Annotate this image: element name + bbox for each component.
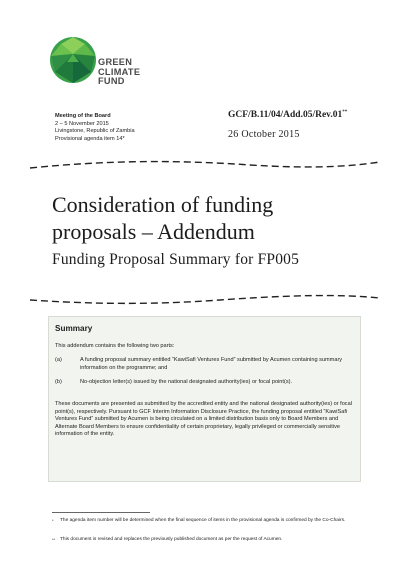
footnote <box>52 537 362 544</box>
logo-wordmark <box>98 58 140 87</box>
summary-item-label: (a) <box>55 357 62 363</box>
document-code <box>228 110 347 120</box>
wave-divider-top <box>30 158 380 172</box>
logo-line-3: FUND <box>98 76 125 87</box>
summary-body: These documents are presented as submitted by the accredited entity and the national designated authority(ies) or focal point(s), respectively. Pursuant to GCF Interim Information Disclosure Practice, the funding proposal entitled “KawiSafi Ventures Fund” submitted by Acumen is being circulated on a limited distribution basis only to Board Members and Alternate Board Members to ensure confidentiality of certain proprietary, legally privileged or commercially sensitive information of the entity. <box>55 401 352 438</box>
wave-divider-bottom <box>30 292 380 306</box>
document-code-text: GCF/B.11/04/Add.05/Rev.01 <box>228 110 343 121</box>
meeting-label: Meeting of the Board <box>55 113 111 119</box>
footnote-mark: ** <box>52 537 56 542</box>
gcf-logo-icon <box>49 36 97 84</box>
summary-intro: This addendum contains the following two parts: <box>55 343 175 349</box>
summary-item-text: No-objection letter(s) issued by the national designated authority(ies) or focal point(s). <box>80 379 293 385</box>
document-subtitle: Funding Proposal Summary for FP005 <box>52 251 300 268</box>
summary-box <box>48 316 361 482</box>
summary-item-text: A funding proposal summary entitled “KawiSafi Ventures Fund” submitted by Acumen containing summary information on the programme; and <box>80 357 343 371</box>
meeting-location: Livingstone, Republic of Zambia <box>55 128 135 135</box>
summary-heading: Summary <box>55 324 93 333</box>
footnote-text: The agenda item number will be determined when the final sequence of items in the provisional agenda is confirmed by the Co-Chairs. <box>60 518 346 523</box>
footnote-mark: * <box>52 518 54 523</box>
meeting-dates: 2 – 5 November 2015 <box>55 120 109 127</box>
document-code-mark: ** <box>342 110 348 115</box>
footnote-rule <box>52 512 150 513</box>
logo-line-2: CLIMATE <box>98 66 141 77</box>
agenda-item: Provisional agenda item 14* <box>55 135 125 142</box>
document-title: Consideration of funding proposals – Addendum <box>52 192 274 244</box>
meeting-info <box>55 113 135 143</box>
footnote-text: This document is revised and replaces the previously published document as per the request of Acumen. <box>60 537 283 542</box>
summary-item-label: (b) <box>55 379 62 385</box>
document-date: 26 October 2015 <box>228 129 300 140</box>
logo-line-1: GREEN <box>98 57 133 67</box>
footnote <box>52 518 362 525</box>
